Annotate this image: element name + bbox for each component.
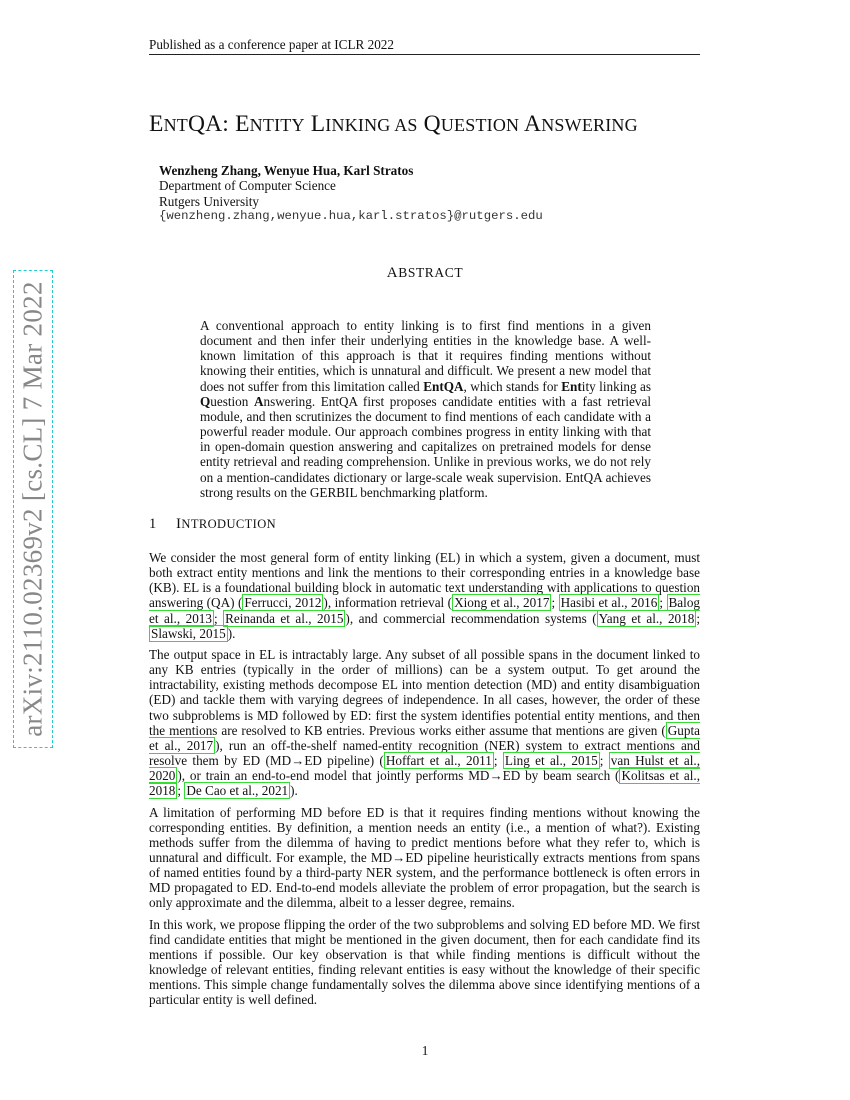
citation-link[interactable]: Yang et al., 2018 <box>598 610 695 626</box>
paragraph: A limitation of performing MD before ED is that it requires finding mentions without knowing the corresponding entities. By definition, a mention needs an entity (i.e., a mention of what?). Existing methods suffer from the dilemma of having to predict mentions before what they refer to, which is unnatural and difficult. For example, the MD→ED pipeline heuristically extracts mentions from spans of named entities found by a third-party NER system, and the performance bottleneck is often errors in MD propagated to ED. End-to-end models alleviate the problem of error propagation, but the search is only approximate and the dilemma, albeit to a lesser degree, remains. <box>149 804 700 911</box>
citation-link[interactable]: Hasibi et al., 2016 <box>560 595 658 611</box>
citation-link[interactable]: Balog et al., 2013 <box>149 595 701 626</box>
introduction-body <box>149 550 700 1014</box>
citation-link[interactable]: Hoffart et al., 2011 <box>385 753 492 769</box>
citation-link[interactable]: Ling et al., 2015 <box>504 753 598 769</box>
paragraph: We consider the most general form of entity linking (EL) in which a system, given a document, must both extract entity mentions and link the mentions to their corresponding entries in a knowledge base (KB). EL is a foundational building block in automatic text understanding with applications to question answering (QA) ( Ferrucci, 2012 ), information retrieval ( Xiong et al., 2017 ; Hasibi et al., 2016 ; Balog et al., 2013 ; Reinanda et al., 2015 ), and commercial recommendation systems ( Yang et al., 2018 ; Slawski, 2015 ). <box>149 550 701 641</box>
citation-link[interactable]: Xiong et al., 2017 <box>454 595 550 611</box>
abstract-heading: ABSTRACT <box>386 265 464 281</box>
running-header: Published as a conference paper at ICLR 2022 <box>149 37 700 55</box>
author-department: Department of Computer Science <box>159 178 336 194</box>
author-names: Wenzheng Zhang, Wenyue Hua, Karl Stratos <box>159 163 414 178</box>
citation-link[interactable]: van Hulst et al., 2020 <box>149 753 700 784</box>
citation-link[interactable]: De Cao et al., 2021 <box>186 783 289 799</box>
paragraph: The output space in EL is intractably large. Any subset of all possible spans in the document linked to any KB entries (typically in the order of millions) can be a system output. To get around the intractability, existing methods decompose EL into mention detection (MD) and entity disambiguation (ED) and tackle them with varying degrees of independence. In all cases, however, the order of these two subproblems is MD followed by ED: first the system identifies potential entity mentions, and then the mentions are resolved to KB entries. Previous works either assume that mentions are given ( Gupta et al., 2017 ), run an off-the-shelf named-entity recognition (NER) system to extract mentions and resolve them by ED (MD→ED pipeline) ( Hoffart et al., 2011 ; Ling et al., 2015 ; van Hulst et al., 2020 ), or train an end-to-end model that jointly performs MD→ED by beam search ( Kolitsas et al., 2018 ; De Cao et al., 2021 ). <box>149 646 700 799</box>
citation-link[interactable]: Reinanda et al., 2015 <box>225 610 344 626</box>
author-email[interactable]: {wenzheng.zhang,wenyue.hua,karl.stratos}@rutgers.edu <box>159 208 543 223</box>
citation-link[interactable]: Ferrucci, 2012 <box>244 595 322 611</box>
citation-link[interactable]: Kolitsas et al., 2018 <box>149 768 700 799</box>
author-university: Rutgers University <box>159 193 259 209</box>
abstract-body: A conventional approach to entity linking is to first find mentions in a given document and then infer their underlying entities in the knowledge base. A well-known limitation of this approach is that it requires finding mentions without knowing their entities, which is unnatural and difficult. We present a new model that does not suffer from this limitation called EntQA, which stands for Entity linking as Question Answering. EntQA first proposes candidate entities with a fast retrieval module, and then scrutinizes the document to find mentions of each candidate with a powerful reader module. Our approach combines progress in entity linking with that in open-domain question answering and capitalizes on pretrained models for dense entity retrieval and reading comprehension. Unlike in previous works, we do not rely on a mention-candidates dictionary or large-scale weak supervision. EntQA achieves strong results on the GERBIL benchmarking platform. <box>200 318 651 500</box>
arxiv-identifier[interactable]: arXiv:2110.02369v2 [cs.CL] 7 Mar 2022 <box>17 281 48 737</box>
paragraph: In this work, we propose flipping the order of the two subproblems and solving ED before MD. We first find candidate entities that might be mentioned in the given document, then for each candidate find its mentions if possible. Our key observation is that while finding mentions is difficult without the knowledge of relevant entities, finding relevant entities is easy without the knowledge of their specific mentions. This simple change fundamentally solves the dilemma above since identifying mentions of a particular entity is well defined. <box>149 916 700 1008</box>
citation-link[interactable]: Gupta et al., 2017 <box>149 722 700 753</box>
page-number: 1 <box>421 1043 429 1058</box>
citation-link[interactable]: Slawski, 2015 <box>151 625 226 641</box>
section-heading-introduction: 1 INTRODUCTION <box>149 516 277 532</box>
arxiv-identifier-box[interactable] <box>13 270 53 748</box>
paper-title: ENTQA: ENTITY LINKING AS QUESTION ANSWERING <box>149 111 638 137</box>
author-block <box>159 163 659 224</box>
